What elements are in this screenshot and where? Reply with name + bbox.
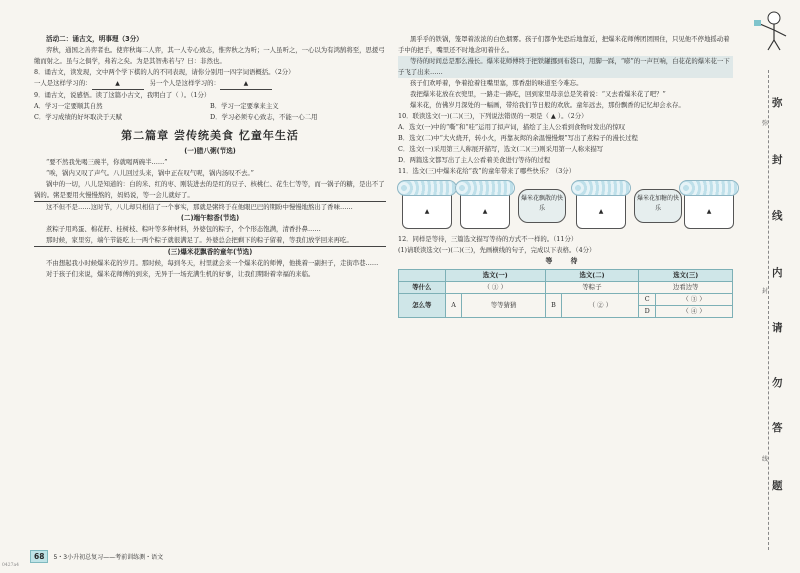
seal-char: 答 (772, 422, 783, 434)
popcorn-icon (679, 180, 739, 196)
q8-label-a: 一人是这样学习的： (34, 79, 92, 87)
table-header-cell (399, 270, 446, 282)
popcorn-icon (571, 180, 631, 196)
section-2-title: (二)端午粽香(节选) (180, 214, 240, 222)
section-1-title: (一)腊八粥(节选) (184, 147, 236, 155)
right-para-highlighted: 等待的时间总是那么漫长。爆米花师傅终于把铁罐挪到布袋口，用脚一踩，“嘭”的一声巨响，白花花的爆米花一下子飞了出来…… (398, 56, 733, 78)
right-para: 我把爆米花放在衣兜里，一路走一路吃，回到家里母亲总是笑着说：“又去看爆米花了吧？” (410, 90, 666, 98)
q9-option-a[interactable]: A．学习一定要顺其自然 (34, 102, 103, 110)
activity2-heading: 活动二：诵古文，明事理（3分） (46, 35, 143, 43)
page-number: 68 (30, 550, 48, 563)
question-10: 10．联读选文(一)(二)(三)，下列说法错误的一项是（ ▲ ）。（2分） (398, 112, 588, 120)
answer-marker: ▲ (706, 208, 712, 215)
table-cell-blank-2[interactable]: （ ② ） (562, 294, 639, 318)
popcorn-pot-3[interactable] (576, 189, 626, 229)
stick-figure-icon (752, 8, 792, 52)
table-header-cell: 选文(三) (639, 270, 733, 282)
seal-line-margin (740, 0, 800, 573)
corner-code: 0427a4 (2, 563, 19, 568)
q9-option-c[interactable]: C．学习成绩的好坏取决于天赋 (34, 113, 122, 121)
q8-label-b: 另一个人是这样学习的： (149, 79, 220, 87)
right-para: 孩子们欢呼着，争着抢着往嘴里塞，那香甜的味道至今难忘。 (410, 79, 583, 87)
popcorn-icon (397, 180, 457, 196)
table-row (399, 282, 733, 294)
sec1-para: “唉，锅内又叹了声气。八儿回过头来，锅中正在叹气呢，锅内汤叹不去。” (46, 169, 254, 177)
answer-marker: ▲ (598, 208, 604, 215)
seal-char: 封 (772, 154, 783, 166)
seal-small-label: 线 (762, 456, 769, 463)
sec1-para: “要不然我先喝三碗半，你就喝两碗半……” (46, 158, 168, 166)
sec3-para: 不由想起我小时候爆米花的岁月。那时候，每到冬天，村里就会来一个爆米花的师傅，他挑着一副担子，走街串巷…… (46, 259, 379, 267)
popcorn-icon (455, 180, 515, 196)
sec1-para-underlined: 锅中的一切，八儿是知道的：白的米、红的枣、刚装进去的是红的豆子、核桃仁、花生仁等等，而一锅子的糖，是出不了锅的。粥是要用火慢慢熬的，妈妈说，等一会儿就好了。 (34, 179, 386, 202)
answer-marker: ▲ (482, 208, 488, 215)
table-cell-blank-1[interactable]: （ ① ） (445, 282, 545, 294)
classic-text: 弈秋，通国之善弈者也。使弈秋诲二人弈，其一人专心致志，惟弈秋之为听；一人虽听之，一心以为有鸿鹄将至，思援弓缴而射之。虽与之俱学，弗若之矣。为是其智弗若与？曰：非然也。 (34, 46, 385, 65)
table-cell: 等等猜猜 (462, 294, 545, 318)
right-column (398, 34, 733, 318)
table-row-label: 等什么 (399, 282, 446, 294)
book-title: 5・3小升初总复习——考前训练测・语文 (53, 554, 164, 561)
q10-option-c[interactable]: C．选文(一)采用第三人称展开描写，选文(二)(三)则采用第一人称来描写 (398, 145, 604, 153)
chapter-title: 第二篇章 尝传统美食 忆童年生活 (121, 129, 299, 142)
dashed-seal-line (768, 70, 769, 550)
table-header-cell: 选文(二) (545, 270, 639, 282)
seal-char: 线 (772, 210, 783, 222)
table-header-cell: 选文(一) (445, 270, 545, 282)
seal-char: 内 (772, 267, 783, 279)
seal-char: 请 (772, 322, 783, 334)
sec2-para: 煮粽子用鸡蛋、棉花籽、桂树枝、粽叶等多种材料，外婆包的粽子，个个形态饱满，清香扑鼻…… (46, 225, 321, 233)
question-8-blanks (34, 78, 386, 90)
sec2-para-underlined: 那时候，家里穷，端午节能吃上一两个粽子就很满足了。外婆总会把剩下的粽子留着，等我们放学回来再吃。 (34, 235, 386, 247)
q10-option-d[interactable]: D．两篇选文都写出了主人公看着美食进行等待的过程 (398, 156, 551, 164)
popcorn-pot-2[interactable] (460, 189, 510, 229)
q9-option-b[interactable]: B．学习一定要拿来主义 (210, 102, 279, 110)
table-cell: B (545, 294, 562, 318)
popcorn-caption-1: 爆米花飘散的快乐 (518, 189, 566, 223)
seal-small-label: 弥 (762, 120, 769, 127)
q10-option-a[interactable]: A．选文(一)中的“嘶”和“哇”运用了拟声词，描绘了主人公看到食物时发出的惊叹 (398, 123, 626, 131)
popcorn-pots-figure (398, 179, 733, 231)
sec3-para: 对于孩子们来说，爆米花师傅的到来，无异于一场充满生机的好事，让我们期盼着幸福的来临。 (46, 270, 315, 278)
table-cell: 边看边等 (639, 282, 733, 294)
right-para: 爆米花，仿佛岁月深处的一幅画，带给我们节日般的欢欣。童年远去，那份飘香的记忆却会永存。 (410, 101, 685, 109)
seal-char: 勿 (772, 377, 783, 389)
table-cell-blank-3[interactable]: （ ③ ） (656, 294, 733, 306)
table-cell: 等粽子 (545, 282, 639, 294)
seal-char: 题 (772, 480, 783, 492)
right-para: 黑乎乎的铁锅，笼罩着浓浓的白色烟雾。孩子们都争先恐后地靠近，把爆米花师傅团团围住，只见他不停地摇动着手中的把手，嘴里还不时地念叨着什么。 (398, 35, 730, 54)
left-column (34, 34, 386, 280)
section-3-title: (三)爆米花飘香的童年(节选) (167, 248, 253, 256)
question-9: 9．诵古文，说感悟。读了这篇小古文，我明白了（ ）。（1分） (34, 91, 211, 99)
q10-option-b[interactable]: B．选文(二)中“大火烧开，转小火，再靠灰烬的余温慢慢煨”写出了煮粽子的漫长过程 (398, 134, 638, 142)
table-title: 等 待 (545, 257, 586, 265)
page-footer (30, 550, 163, 563)
q8-blank-b[interactable]: ▲ (220, 78, 272, 90)
waiting-table (398, 269, 733, 318)
q9-options (34, 101, 386, 123)
seal-char: 弥 (772, 97, 783, 109)
table-header-row (399, 270, 733, 282)
popcorn-pot-4[interactable] (684, 189, 734, 229)
answer-marker: ▲ (424, 208, 430, 215)
question-8: 8．诵古文，读发现，文中两个学下棋的人的不同表现，请你分别用一四字词语概括。（2分） (34, 68, 295, 76)
table-cell-blank-4[interactable]: （ ④ ） (656, 306, 733, 318)
table-row-label: 怎么等 (399, 294, 446, 318)
q8-blank-a[interactable]: ▲ (92, 78, 144, 90)
table-cell: C (639, 294, 656, 306)
question-12-sub: (1)请联读选文(一)(二)(三)，先画横线的句子，完成以下表格。（4分） (398, 246, 596, 254)
sec1-para: 这不但不是……这时节，八儿却只相信了一个事实，那就是粥终于在他眼巴巴的期盼中慢慢地熬出了香味…… (46, 203, 353, 211)
popcorn-caption-2: 爆米花加糖的快乐 (634, 189, 682, 223)
seal-small-label: 封 (762, 288, 769, 295)
popcorn-pot-1[interactable] (402, 189, 452, 229)
table-row (399, 294, 733, 306)
question-12: 12．同样是等待，三篇选文描写等待的方式不一样的。（11分） (398, 235, 578, 243)
question-11: 11．选文(三)中爆米花给“我”的童年带来了哪些快乐？（3分） (398, 167, 576, 175)
table-cell: D (639, 306, 656, 318)
q9-option-d[interactable]: D．学习必须专心致志，不能一心二用 (210, 113, 318, 121)
table-cell: A (445, 294, 462, 318)
